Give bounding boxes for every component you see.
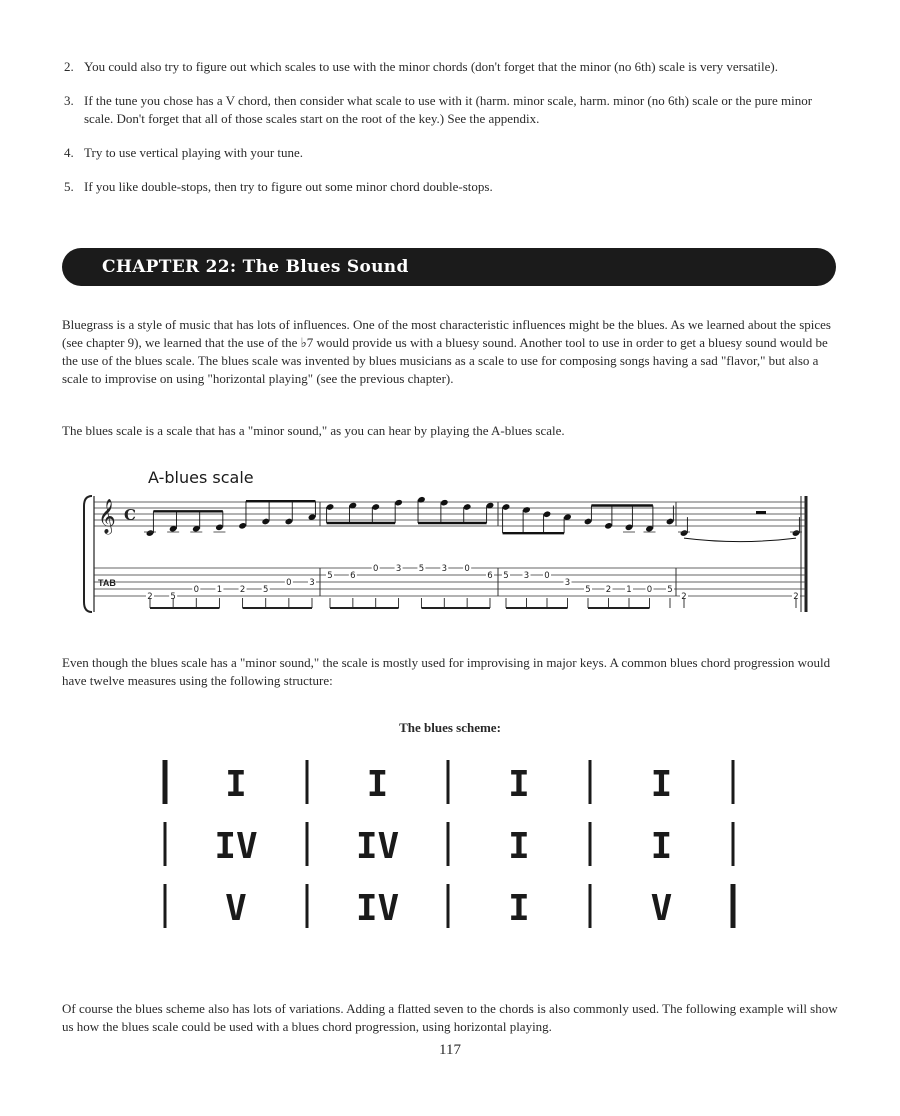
list-item-text: If you like double-stops, then try to figure out some minor chord double-stops. xyxy=(84,179,493,194)
tab-fret-number: 1 xyxy=(626,585,632,595)
tab-fret-number: 2 xyxy=(605,585,612,595)
scheme-barline xyxy=(164,884,167,928)
list-item-text: Try to use vertical playing with your tune. xyxy=(84,145,304,160)
half-rest xyxy=(756,511,766,514)
scheme-chord: I xyxy=(650,764,673,805)
tab-fret-number: 5 xyxy=(418,564,425,574)
tab-fret-number: 0 xyxy=(193,585,199,595)
scheme-barline xyxy=(447,760,450,804)
exercise-list xyxy=(62,58,838,212)
scheme-barline xyxy=(589,822,592,866)
tab-fret-number: 3 xyxy=(441,564,447,574)
scheme-barline xyxy=(589,884,592,928)
scheme-cells xyxy=(214,764,672,929)
scheme-chord: I xyxy=(508,826,530,867)
tab-fret-number: 0 xyxy=(286,578,292,588)
minor-sound-paragraph: Even though the blues scale has a "minor sound," the scale is mostly used for improvising in major keys. A common blues chord progression would have twelve measures using the following structure: xyxy=(62,655,831,688)
time-signature: C xyxy=(124,506,136,524)
tab-fret-number: 3 xyxy=(309,578,315,588)
list-item xyxy=(62,178,838,196)
scheme-barline xyxy=(306,760,309,804)
list-item-text: You could also try to figure out which scales to use with the minor chords (don't forget that the minor (no 6th) scale is very versatile). xyxy=(84,59,778,74)
scheme-chord: I xyxy=(508,888,530,929)
tie xyxy=(684,538,796,542)
scheme-chord: I xyxy=(225,764,247,805)
list-item xyxy=(62,58,838,76)
scheme-chord: IV xyxy=(214,826,258,867)
tab-fret-number: 0 xyxy=(646,585,653,595)
blues-scale-paragraph: The blues scale is a scale that has a "minor sound," as you can hear by playing the A-blues scale. xyxy=(62,423,565,438)
tab-fret-number: 1 xyxy=(216,585,223,595)
list-item xyxy=(62,92,838,128)
tab-fret-number: 3 xyxy=(395,564,402,574)
list-item-number: 5. xyxy=(64,179,74,194)
variations-paragraph: Of course the blues scheme also has lots of variations. Adding a flatted seven to the chords is also commonly used. The following example will show us how the blues scale could be used with a blues chord progression, using horizontal playing. xyxy=(62,1001,838,1034)
tab-fret-number: 2 xyxy=(681,592,687,602)
blues-scheme-grid xyxy=(150,760,750,960)
chapter-title: CHAPTER 22: The Blues Sound xyxy=(102,257,409,277)
tab-fret-number: 2 xyxy=(793,592,799,602)
tab-fret-number: 0 xyxy=(544,571,550,581)
tab-frets-layer xyxy=(146,563,800,608)
scheme-barline xyxy=(447,822,450,866)
tab-fret-number: 2 xyxy=(239,585,246,595)
list-item-number: 2. xyxy=(64,59,74,74)
scheme-chord: V xyxy=(225,888,247,929)
tab-fret-number: 6 xyxy=(487,571,493,581)
list-item-number: 4. xyxy=(64,145,74,160)
list-item-number: 3. xyxy=(64,93,74,108)
scheme-barline xyxy=(164,822,167,866)
tab-fret-number: 5 xyxy=(170,592,176,602)
scheme-chord: I xyxy=(366,764,389,805)
notes-layer xyxy=(144,496,802,542)
scheme-chord: I xyxy=(650,826,673,867)
scheme-barline xyxy=(731,884,736,928)
intro-paragraph: Bluegrass is a style of music that has lots of influences. One of the most characteristic influences might be the blues. As we learned about the spices (see chapter 9), we learned that the use of the ♭7 would provide us with a bluesy sound. Another tool to use in order to get a bluesy sound would be the use of the blues scale. The blues scale was invented by blues musicians as a scale to use for composing songs having a sad "flavor," but also a scale to improvise on using "horizontal playing" (see the previous chapter). xyxy=(62,317,831,386)
scheme-barline xyxy=(589,760,592,804)
tab-label: TAB xyxy=(98,578,116,588)
tab-fret-number: 6 xyxy=(350,571,356,581)
notation-title: A-blues scale xyxy=(148,468,254,487)
tab-fret-number: 5 xyxy=(667,585,673,595)
scheme-chord: V xyxy=(650,888,673,929)
scheme-barline xyxy=(163,760,168,804)
tab-fret-number: 3 xyxy=(523,571,530,581)
chapter-banner xyxy=(62,248,836,286)
tab-fret-number: 5 xyxy=(263,585,269,595)
scheme-title: The blues scheme: xyxy=(399,720,501,735)
blues-scale-notation xyxy=(80,466,820,634)
list-item-text: If the tune you chose has a V chord, then consider what scale to use with it (harm. minor scale, harm. minor (no 6th) scale or the pure minor scale. Don't forget that all of those scales start on the root of the key.) See the appendix. xyxy=(84,93,813,126)
tab-fret-number: 5 xyxy=(585,585,591,595)
scheme-barline xyxy=(306,884,309,928)
tab-staff xyxy=(94,568,806,596)
scheme-barline xyxy=(732,822,735,866)
tab-fret-number: 5 xyxy=(503,571,509,581)
scheme-chord: IV xyxy=(355,888,400,929)
page-number: 117 xyxy=(439,1042,461,1058)
tab-fret-number: 0 xyxy=(464,564,470,574)
scheme-chord: I xyxy=(508,764,530,805)
scheme-barline xyxy=(306,822,309,866)
scheme-barline xyxy=(447,884,450,928)
list-item xyxy=(62,144,838,162)
tab-fret-number: 3 xyxy=(564,578,571,588)
scheme-barline xyxy=(732,760,735,804)
tab-fret-number: 2 xyxy=(147,592,153,602)
tab-fret-number: 5 xyxy=(327,571,333,581)
music-system xyxy=(84,496,806,612)
treble-clef-icon: 𝄞 xyxy=(98,499,116,534)
tab-fret-number: 0 xyxy=(373,564,379,574)
scheme-chord: IV xyxy=(355,826,400,867)
system-brace xyxy=(84,496,92,612)
